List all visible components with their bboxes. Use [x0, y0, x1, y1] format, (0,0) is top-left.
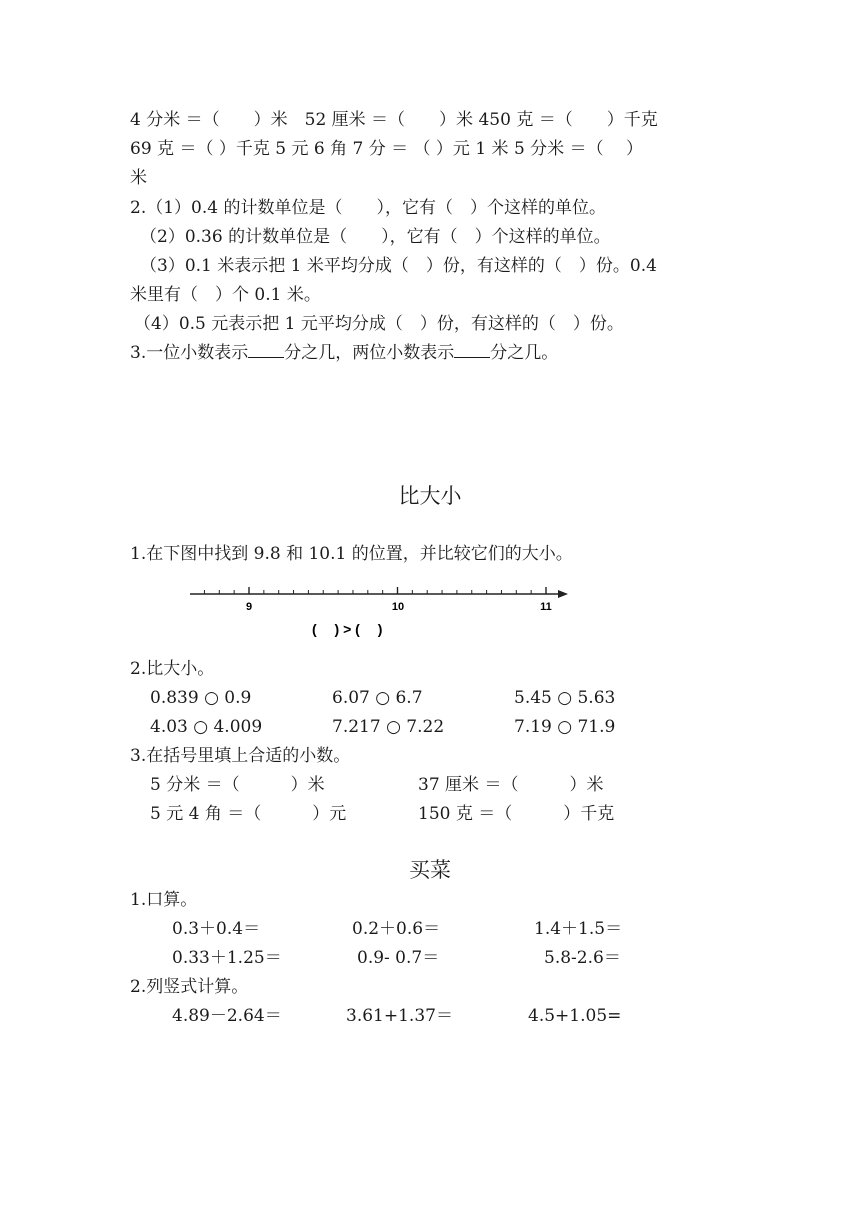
q3-text-3: 分之几。	[490, 343, 559, 363]
oral-calc-item: 1.4＋1.5＝	[534, 919, 623, 939]
question-2-1: 2.（1）0.4 的计数单位是（ ），它有（ ）个这样的单位。	[130, 198, 606, 218]
number-line-arrow	[558, 590, 568, 598]
oral-calc-item: 0.2＋0.6＝	[352, 919, 441, 939]
oral-calc-item: 0.3＋0.4＝	[172, 919, 261, 939]
oral-calc-item: 0.9- 0.7＝	[357, 948, 440, 968]
vertical-calc-item: 3.61+1.37＝	[346, 1006, 453, 1026]
compare-item: 7.19 ○ 71.9	[514, 717, 616, 737]
answer-blank[interactable]	[248, 341, 284, 358]
compare-item: 7.217 ○ 7.22	[332, 717, 445, 737]
fill-item: 5 分米 ＝（ ）米	[150, 775, 325, 795]
vertical-calc-item: 4.89－2.64＝	[172, 1006, 282, 1026]
conversion-line-1: 4 分米 ＝（ ）米 52 厘米 ＝（ ）米 450 克 ＝（ ）千克	[130, 110, 658, 130]
number-line-ticks	[204, 587, 546, 594]
q3-text-2: 分之几，两位小数表示	[284, 343, 455, 363]
compare-item: 0.839 ○ 0.9	[150, 688, 252, 708]
compare-item: 5.45 ○ 5.63	[514, 688, 616, 708]
oral-calc-item: 0.33＋1.25＝	[172, 948, 282, 968]
shopping-question-1: 1.口算。	[130, 890, 198, 910]
answer-blank[interactable]	[454, 341, 490, 358]
tick-label-11: 11	[540, 601, 552, 613]
conversion-line-2: 69 克 ＝（ ）千克 5 元 6 角 7 分 ＝ （ ）元 1 米 5 分米 ＝（ ）	[130, 139, 643, 159]
compare-item: 6.07 ○ 6.7	[332, 688, 423, 708]
number-line-answer: ( ) > ( )	[312, 621, 383, 637]
question-2-2: （2）0.36 的计数单位是（ ），它有（ ）个这样的单位。	[140, 227, 611, 247]
tick-label-9: 9	[245, 601, 253, 613]
fill-item: 37 厘米 ＝（ ）米	[418, 775, 604, 795]
compare-item: 4.03 ○ 4.009	[150, 717, 263, 737]
section-title-compare: 比大小	[398, 484, 462, 508]
compare-question-3: 3.在括号里填上合适的小数。	[130, 746, 351, 766]
tick-label-10: 10	[391, 601, 405, 613]
vertical-calc-item: 4.5+1.05=	[528, 1006, 622, 1026]
section-title-shopping: 买菜	[409, 858, 451, 882]
shopping-question-2: 2.列竖式计算。	[130, 977, 249, 997]
question-2-3: （3）0.1 米表示把 1 米平均分成（ ）份，有这样的（ ）份。0.4	[140, 256, 657, 276]
question-2-3-cont: 米里有（ ）个 0.1 米。	[130, 285, 321, 305]
compare-question-1: 1.在下图中找到 9.8 和 10.1 的位置，并比较它们的大小。	[130, 544, 573, 564]
number-line	[160, 580, 580, 642]
question-3	[130, 341, 558, 365]
q3-text-1: 3.一位小数表示	[130, 343, 249, 363]
conversion-line-3: 米	[130, 168, 147, 188]
fill-item: 5 元 4 角 ＝（ ）元	[150, 804, 347, 824]
compare-question-2: 2.比大小。	[130, 659, 215, 679]
oral-calc-item: 5.8-2.6＝	[544, 948, 621, 968]
question-2-4: （4）0.5 元表示把 1 元平均分成（ ）份，有这样的（ ）份。	[134, 314, 624, 334]
fill-item: 150 克 ＝（ ）千克	[418, 804, 615, 824]
